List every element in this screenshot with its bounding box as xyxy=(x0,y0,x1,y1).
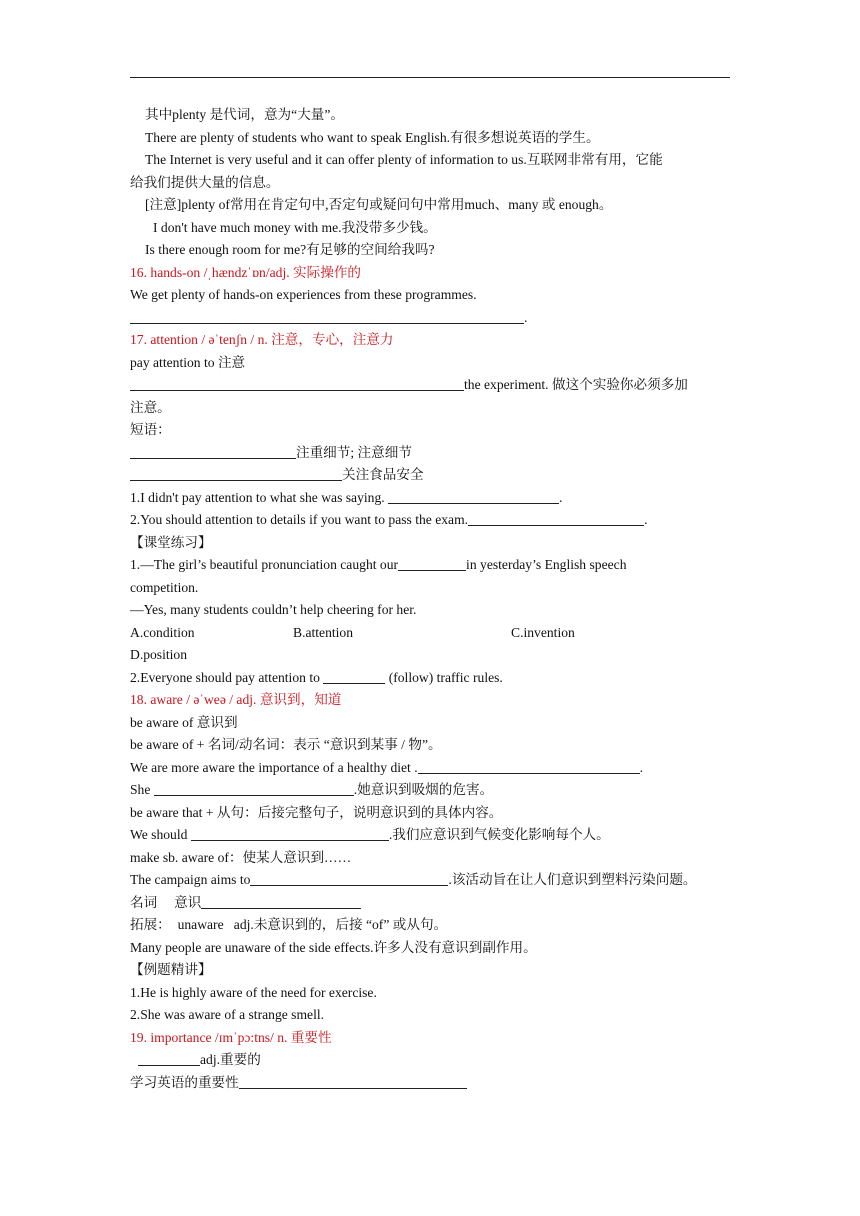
answer-blank[interactable] xyxy=(398,556,466,571)
text-line: 拓展： unaware adj.未意识到的，后接 “of” 或从句。 xyxy=(130,917,448,932)
vocab-heading-aware: 18. aware / əˈweə / adj. 意识到，知道 xyxy=(130,692,342,707)
text-fragment: The campaign aims to xyxy=(130,872,251,887)
text-line: Many people are unaware of the side effects.许多人没有意识到副作用。 xyxy=(130,939,537,955)
option-d[interactable]: D.position xyxy=(130,647,188,662)
fill-line xyxy=(130,554,740,577)
fill-line xyxy=(130,824,740,847)
answer-blank[interactable] xyxy=(130,444,296,459)
text-fragment: 2.You should attention to details if you want to pass the exam. xyxy=(130,512,469,527)
text-fragment: 关注食品安全 xyxy=(342,467,424,482)
text-fragment: .该活动旨在让人们意识到塑料污染问题。 xyxy=(448,872,697,887)
document-body xyxy=(130,104,740,1094)
text-fragment: 学习英语的重要性 xyxy=(130,1074,239,1090)
fill-line xyxy=(130,779,740,802)
fill-line xyxy=(130,892,740,915)
text-line: pay attention to 注意 xyxy=(130,354,246,370)
fill-line xyxy=(130,1049,740,1072)
text-fragment: . xyxy=(639,759,644,775)
fill-line xyxy=(130,307,740,330)
text-line: 1.He is highly aware of the need for exercise. xyxy=(130,984,377,1000)
answer-blank[interactable] xyxy=(154,781,354,796)
answer-blank[interactable] xyxy=(191,826,389,841)
text-fragment: the experiment. 做这个实验你必须多加 xyxy=(464,377,688,392)
answer-blank[interactable] xyxy=(138,1051,200,1066)
fill-line xyxy=(130,374,740,397)
text-fragment: We should xyxy=(130,827,191,842)
answer-blank[interactable] xyxy=(468,511,644,526)
text-fragment: in yesterday’s English speech xyxy=(466,557,627,572)
answer-blank[interactable] xyxy=(250,871,448,886)
fill-line xyxy=(130,487,740,510)
text-line: Is there enough room for me?有足够的空间给我吗? xyxy=(145,242,435,257)
text-line: be aware of + 名词/动名词：表示 “意识到某事 / 物”。 xyxy=(130,737,442,752)
text-fragment: adj.重要的 xyxy=(200,1052,261,1067)
option-a[interactable]: A.condition xyxy=(130,624,195,640)
text-fragment: We are more aware the importance of a healthy diet . xyxy=(130,759,418,775)
vocab-heading-attention: 17. attention / əˈtenʃn / n. 注意，专心，注意力 xyxy=(130,332,394,347)
text-fragment: 1.I didn't pay attention to what she was saying. xyxy=(130,489,389,505)
text-line: 其中plenty 是代词，意为“大量”。 xyxy=(145,107,344,122)
answer-blank[interactable] xyxy=(130,466,342,481)
vocab-heading-hands-on: 16. hands-on /ˌhændzˈɒn/adj. 实际操作的 xyxy=(130,264,362,280)
fill-line xyxy=(130,757,740,780)
example-heading: 【例题精讲】 xyxy=(130,962,212,977)
fill-line xyxy=(130,869,740,892)
vocab-heading-importance: 19. importance /ɪmˈpɔ:tns/ n. 重要性 xyxy=(130,1029,332,1045)
text-fragment: 1.—The girl’s beautiful pronunciation caught our xyxy=(130,557,399,572)
option-c[interactable]: C.invention xyxy=(511,624,575,640)
fill-line xyxy=(130,667,740,690)
options-row xyxy=(130,622,740,645)
answer-blank[interactable] xyxy=(418,759,640,774)
text-line: 2.She was aware of a strange smell. xyxy=(130,1007,325,1022)
answer-blank[interactable] xyxy=(388,489,559,504)
answer-blank[interactable] xyxy=(239,1074,467,1089)
text-line: competition. xyxy=(130,579,199,595)
text-line: There are plenty of students who want to speak English.有很多想说英语的学生。 xyxy=(145,129,600,145)
text-line: be aware that + 从句：后接完整句子，说明意识到的具体内容。 xyxy=(130,804,503,820)
text-line: make sb. aware of：使某人意识到…… xyxy=(130,849,352,865)
text-fragment: 名词 意识 xyxy=(130,894,202,910)
text-fragment: 2.Everyone should pay attention to xyxy=(130,669,324,685)
text-line: I don't have much money with me.我没带多少钱。 xyxy=(153,219,437,235)
text-fragment: . xyxy=(524,309,528,325)
text-fragment: She xyxy=(130,782,154,797)
answer-blank[interactable] xyxy=(130,376,464,391)
text-fragment: . xyxy=(559,489,563,505)
text-fragment: . xyxy=(644,512,648,527)
answer-blank[interactable] xyxy=(201,894,361,909)
text-line: The Internet is very useful and it can offer plenty of information to us.互联网非常有用，它能 xyxy=(145,152,663,167)
text-line: We get plenty of hands-on experiences from these programmes. xyxy=(130,287,477,302)
fill-line xyxy=(130,464,740,487)
text-fragment: .她意识到吸烟的危害。 xyxy=(353,782,494,797)
text-line: 短语： xyxy=(130,422,171,437)
header-rule xyxy=(130,77,730,78)
fill-line xyxy=(130,509,740,532)
answer-blank[interactable] xyxy=(130,309,524,324)
text-line: [注意]plenty of常用在肯定句中,否定句或疑问句中常用much、many 或 enough。 xyxy=(145,197,613,212)
text-line: be aware of 意识到 xyxy=(130,714,238,730)
text-fragment: 注重细节; 注意细节 xyxy=(296,444,412,460)
text-line: 注意。 xyxy=(130,399,171,415)
text-line: —Yes, many students couldn’t help cheering for her. xyxy=(130,602,417,617)
fill-line xyxy=(130,442,740,465)
text-fragment: (follow) traffic rules. xyxy=(385,669,503,685)
fill-line xyxy=(130,1072,740,1095)
text-line: 给我们提供大量的信息。 xyxy=(130,174,280,190)
text-fragment: .我们应意识到气候变化影响每个人。 xyxy=(388,827,610,842)
option-b[interactable]: B.attention xyxy=(293,624,354,640)
practice-heading: 【课堂练习】 xyxy=(130,534,212,550)
answer-blank[interactable] xyxy=(323,669,385,684)
